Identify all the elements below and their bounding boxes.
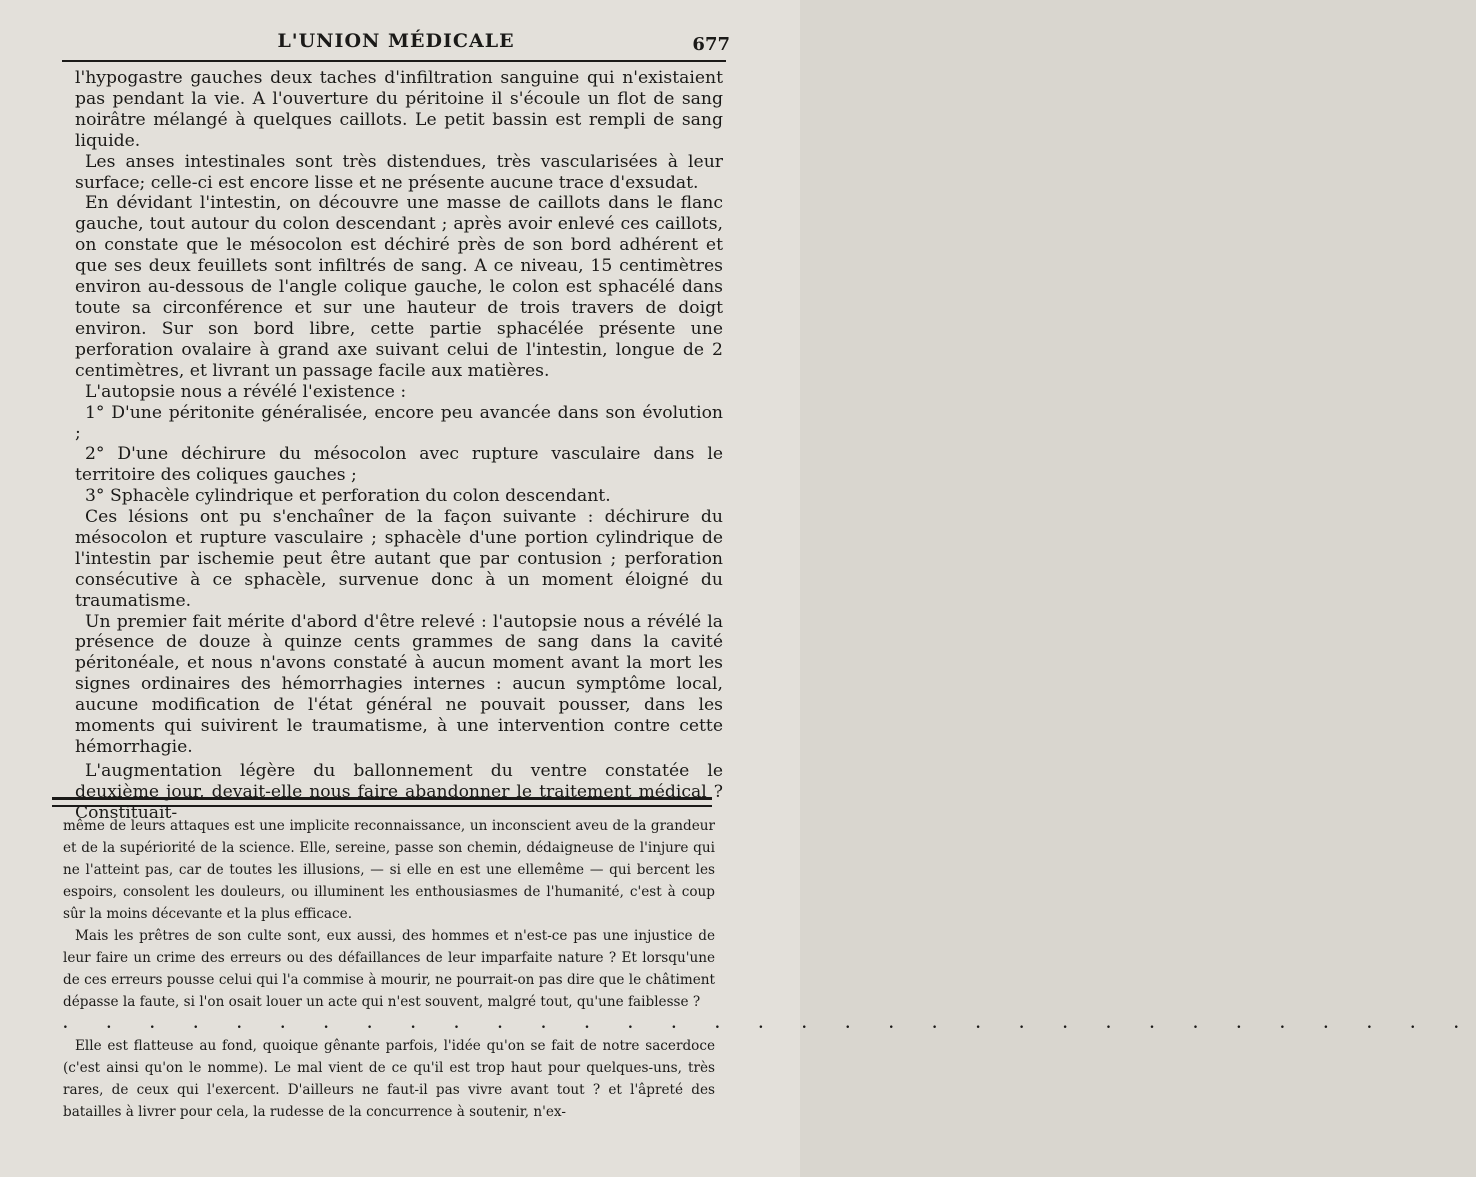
header-rule bbox=[62, 60, 726, 62]
list-item: 2° D'une déchirure du mésocolon avec rupture vasculaire dans le territoire des coliques gauches ; bbox=[75, 444, 723, 486]
footnote-paragraph: Elle est flatteuse au fond, quoique gênante parfois, l'idée qu'on se fait de notre sacerdoce (c'est ainsi qu'on le nomme). Le mal vient de ce qu'il est trop haut pour quelques-uns, très rares, de ceux qui l'exercent. D'ailleurs ne faut-il pas vivre avant tout ? et l'âpreté des batailles à livrer pour cela, la rudesse de la concurrence à soutenir, n'ex- bbox=[63, 1038, 715, 1120]
body-paragraph: En dévidant l'intestin, on découvre une masse de caillots dans le flanc gauche, tout autour du colon descendant ; après avoir enlevé ces caillots, on constate que le mésocolon est déchiré près de son bord adhérent et que ses deux feuillets sont infiltrés de sang. A ce niveau, 15 centimètres environ au-dessous de l'angle colique gauche, le colon est sphacélé dans toute sa circonférence et sur une hauteur de trois travers de doigt environ. Sur son bord libre, cette partie sphacélée présente une perforation ovalaire à grand axe suivant celui de l'intestin, longue de 2 centimètres, et livrant un passage facile aux matières. bbox=[75, 193, 723, 381]
footnote-paragraph: Mais les prêtres de son culte sont, eux aussi, des hommes et n'est-ce pas une injustice de leur faire un crime des erreurs ou des défaillances de leur imparfaite nature ? Et lorsqu'une de ces erreurs pousse celui qui l'a commise à mourir, ne pourrait-on pas dire que le châtiment dépasse la faute, si l'on osait louer un acte qui n'est souvent, malgré tout, qu'une faiblesse ? bbox=[63, 928, 715, 1010]
page-header bbox=[62, 28, 730, 58]
body-paragraph: Un premier fait mérite d'abord d'être relevé : l'autopsie nous a révélé la présence de douze à quinze cents grammes de sang dans la cavité péritonéale, et nous n'avons constaté à aucun moment avant la mort les signes ordinaires des hémorrhagies internes : aucun symptôme local, aucune modification de l'état général ne pouvait pousser, dans les moments qui suivirent le traumatisme, à une intervention contre cette hémorrhagie. bbox=[75, 611, 723, 757]
ellipsis-row: . . . . . . . . . . . . . . . . . . . . . . . . . . . . . . . . . bbox=[63, 1016, 1476, 1032]
list-item: 3° Sphacèle cylindrique et perforation du colon descendant. bbox=[85, 486, 611, 507]
body-paragraph: Ces lésions ont pu s'enchaîner de la façon suivante : déchirure du mésocolon et rupture vasculaire ; sphacèle d'une portion cylindrique de l'intestin par ischemie peut être autant que par contusion ; perforation consécutive à ce sphacèle, survenue donc à un moment éloigné du traumatisme. bbox=[75, 507, 723, 611]
footnote-paragraph: même de leurs attaques est une implicite reconnaissance, un inconscient aveu de la grandeur et de la supériorité de la science. Elle, sereine, passe son chemin, dédaigneuse de l'injure qui ne l'atteint pas, car de toutes les illusions, — si elle en est une ellemême — qui bercent les espoirs, consolent les douleurs, ou illuminent les enthousiasmes de l'humanité, c'est à coup sûr la moins décevante et la plus efficace. bbox=[63, 818, 715, 922]
body-paragraph: L'autopsie nous a révélé l'existence : bbox=[85, 381, 407, 402]
body-paragraph: L'augmentation légère du ballonnement du ventre constatée le deuxième jour, devait-elle nous faire abandonner le traitement médical ? Constituait- bbox=[75, 760, 723, 823]
footnote-text bbox=[63, 815, 1476, 1123]
list-item: 1° D'une péritonite généralisée, encore peu avancée dans son évolution ; bbox=[75, 402, 723, 444]
footnote-rule bbox=[52, 797, 712, 807]
main-text bbox=[75, 68, 723, 824]
page-number: 677 bbox=[692, 34, 730, 55]
body-paragraph: Les anses intestinales sont très distendues, très vascularisées à leur surface; celle-ci est encore lisse et ne présente aucune trace d'exsudat. bbox=[75, 151, 723, 193]
body-paragraph: l'hypogastre gauches deux taches d'infiltration sanguine qui n'existaient pas pendant la vie. A l'ouverture du péritoine il s'écoule un flot de sang noirâtre mélangé à quelques caillots. Le petit bassin est rempli de sang liquide. bbox=[75, 68, 723, 151]
running-title: L'UNION MÉDICALE bbox=[277, 30, 515, 52]
